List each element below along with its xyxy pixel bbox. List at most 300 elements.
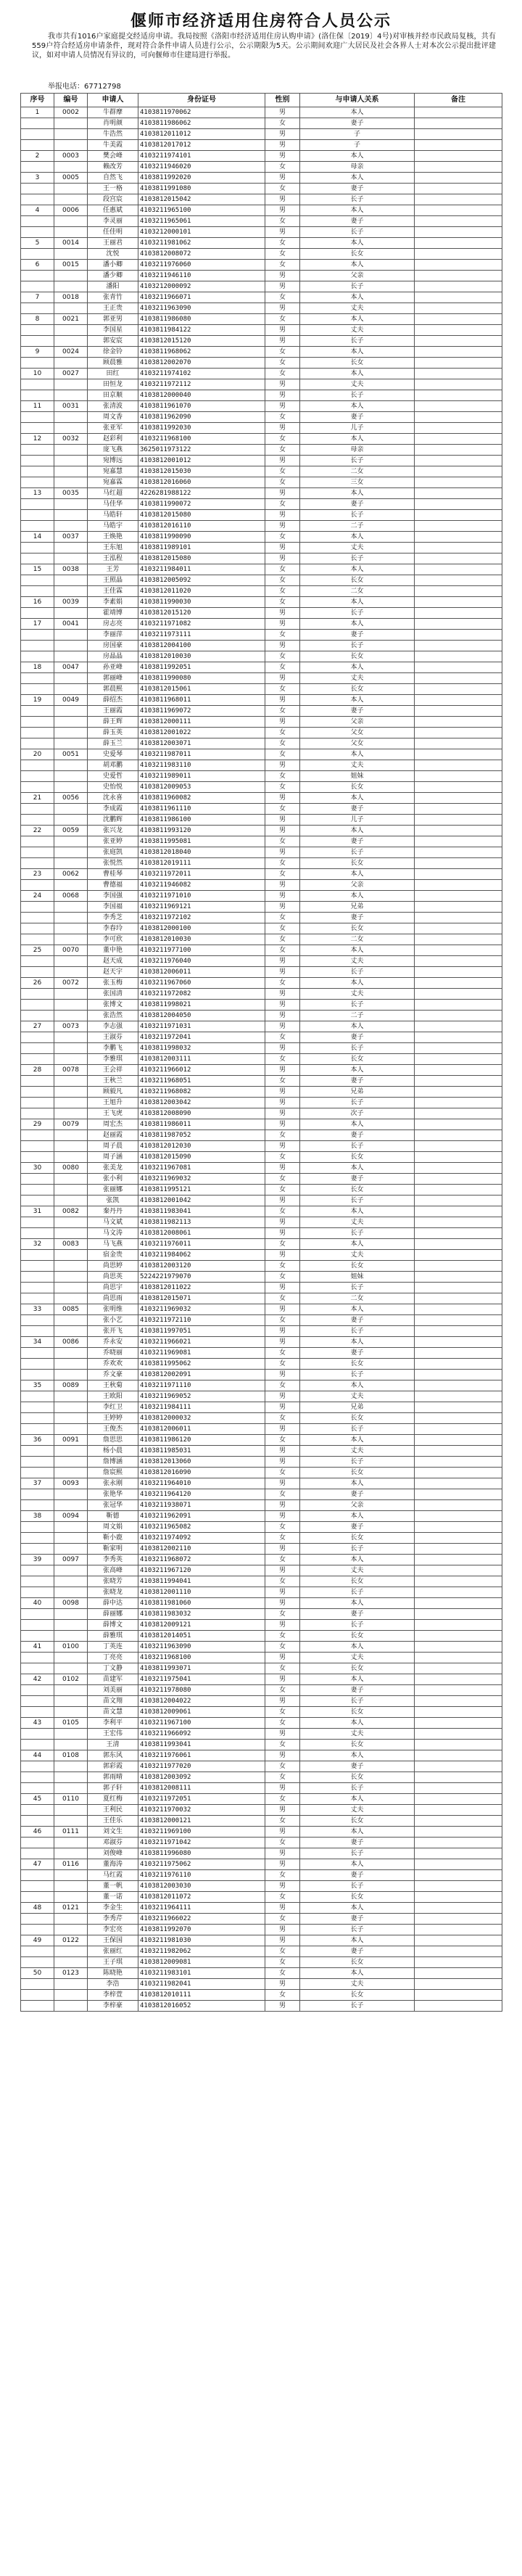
cell-remarks — [415, 1838, 502, 1848]
cell-relation: 长女 — [300, 1468, 415, 1478]
cell-code — [54, 1272, 88, 1283]
cell-applicant: 马文斌 — [88, 1217, 138, 1228]
table-row — [21, 967, 502, 978]
cell-code — [54, 1489, 88, 1500]
cell-applicant: 董中艳 — [88, 945, 138, 956]
cell-gender: 女 — [265, 1794, 300, 1805]
cell-id-number: 4103211973111 — [138, 630, 265, 641]
cell-relation: 长女 — [300, 575, 415, 586]
cell-id-number: 4103811960082 — [138, 793, 265, 804]
table-row — [21, 510, 502, 521]
cell-remarks — [415, 1196, 502, 1206]
cell-remarks — [415, 162, 502, 173]
table-row — [21, 1783, 502, 1794]
cell-remarks — [415, 303, 502, 314]
cell-id-number: 4103812016090 — [138, 1468, 265, 1478]
cell-index: 7 — [21, 292, 54, 303]
table-row — [21, 1206, 502, 1217]
cell-remarks — [415, 1402, 502, 1413]
cell-id-number: 4103812009121 — [138, 1620, 265, 1631]
cell-applicant: 詹宸熙 — [88, 1468, 138, 1478]
cell-relation: 妻子 — [300, 216, 415, 227]
cell-applicant: 宛博远 — [88, 456, 138, 466]
cell-applicant: 张美龙 — [88, 1163, 138, 1174]
cell-applicant: 薛中达 — [88, 1598, 138, 1609]
cell-applicant: 赵天宇 — [88, 967, 138, 978]
cell-code: 0035 — [54, 488, 88, 499]
table-row — [21, 1805, 502, 1816]
table-row — [21, 1848, 502, 1859]
cell-applicant: 赵天成 — [88, 956, 138, 967]
table-row — [21, 401, 502, 412]
cell-relation: 妻子 — [300, 1838, 415, 1848]
cell-code — [54, 1848, 88, 1859]
cell-id-number: 4103811989101 — [138, 543, 265, 554]
cell-gender: 女 — [265, 934, 300, 945]
table-row — [21, 1903, 502, 1914]
cell-relation: 丈夫 — [300, 956, 415, 967]
cell-relation: 本人 — [300, 869, 415, 880]
cell-gender: 男 — [265, 1544, 300, 1555]
cell-gender: 男 — [265, 1478, 300, 1489]
cell-index — [21, 923, 54, 934]
cell-code — [54, 684, 88, 695]
cell-remarks — [415, 608, 502, 619]
cell-index — [21, 1446, 54, 1457]
cell-id-number: 4103811984122 — [138, 325, 265, 336]
table-row — [21, 1609, 502, 1620]
cell-id-number: 4103812015042 — [138, 194, 265, 205]
cell-applicant: 王佳霖 — [88, 586, 138, 597]
cell-gender: 男 — [265, 1228, 300, 1239]
cell-gender: 女 — [265, 1130, 300, 1141]
table-row — [21, 945, 502, 956]
cell-code: 0062 — [54, 869, 88, 880]
cell-index — [21, 456, 54, 466]
cell-relation: 本人 — [300, 347, 415, 358]
cell-index — [21, 1261, 54, 1272]
cell-applicant: 刘文生 — [88, 1827, 138, 1838]
table-row — [21, 1163, 502, 1174]
cell-code — [54, 249, 88, 260]
cell-relation: 本人 — [300, 369, 415, 379]
cell-gender: 男 — [265, 456, 300, 466]
cell-id-number: 4103211968100 — [138, 1653, 265, 1663]
cell-index — [21, 477, 54, 488]
cell-relation: 本人 — [300, 749, 415, 760]
cell-gender: 女 — [265, 597, 300, 608]
cell-relation: 本人 — [300, 793, 415, 804]
cell-code: 0037 — [54, 532, 88, 543]
table-row — [21, 1054, 502, 1065]
table-row — [21, 1087, 502, 1098]
cell-applicant: 刘美丽 — [88, 1685, 138, 1696]
cell-remarks — [415, 1816, 502, 1827]
table-row — [21, 1653, 502, 1663]
cell-relation: 长子 — [300, 1424, 415, 1435]
cell-remarks — [415, 249, 502, 260]
cell-remarks — [415, 1098, 502, 1108]
cell-gender: 男 — [265, 1391, 300, 1402]
cell-applicant: 王会祥 — [88, 1065, 138, 1076]
cell-index — [21, 325, 54, 336]
cell-code: 0079 — [54, 1119, 88, 1130]
cell-relation: 长子 — [300, 1000, 415, 1011]
cell-id-number: 4103211984062 — [138, 1250, 265, 1261]
cell-applicant: 丁英连 — [88, 1642, 138, 1653]
cell-remarks — [415, 369, 502, 379]
cell-code — [54, 510, 88, 521]
table-row — [21, 1043, 502, 1054]
cell-code — [54, 1522, 88, 1533]
cell-index — [21, 1054, 54, 1065]
cell-code: 0002 — [54, 107, 88, 118]
cell-relation: 父女 — [300, 738, 415, 749]
cell-gender: 女 — [265, 216, 300, 227]
cell-id-number: 4103211967120 — [138, 1565, 265, 1576]
column-header-remarks: 备注 — [415, 94, 502, 107]
cell-applicant: 沈永喜 — [88, 793, 138, 804]
cell-index: 32 — [21, 1239, 54, 1250]
cell-applicant: 李利平 — [88, 1718, 138, 1729]
cell-gender: 男 — [265, 1979, 300, 1990]
cell-gender: 女 — [265, 369, 300, 379]
cell-applicant: 马皓轩 — [88, 510, 138, 521]
cell-id-number: 4103211989011 — [138, 771, 265, 782]
cell-index: 8 — [21, 314, 54, 325]
table-row — [21, 390, 502, 401]
cell-gender: 男 — [265, 1446, 300, 1457]
cell-gender: 男 — [265, 303, 300, 314]
cell-applicant: 王淑芬 — [88, 1032, 138, 1043]
cell-gender: 女 — [265, 1533, 300, 1544]
cell-gender: 女 — [265, 836, 300, 847]
cell-gender: 男 — [265, 826, 300, 836]
cell-remarks — [415, 641, 502, 651]
cell-relation: 长子 — [300, 1326, 415, 1337]
cell-index — [21, 303, 54, 314]
table-row — [21, 1315, 502, 1326]
cell-code — [54, 804, 88, 815]
cell-remarks — [415, 586, 502, 597]
cell-id-number: 4103211963090 — [138, 303, 265, 314]
cell-code: 0108 — [54, 1750, 88, 1761]
cell-code — [54, 1685, 88, 1696]
cell-relation: 姐妹 — [300, 771, 415, 782]
cell-id-number: 4103811993120 — [138, 826, 265, 836]
cell-gender: 男 — [265, 641, 300, 651]
cell-id-number: 4103812008090 — [138, 1108, 265, 1119]
cell-id-number: 4103812011012 — [138, 129, 265, 140]
cell-gender: 男 — [265, 1098, 300, 1108]
cell-gender: 女 — [265, 1990, 300, 2001]
cell-gender: 男 — [265, 1729, 300, 1740]
table-row — [21, 793, 502, 804]
cell-remarks — [415, 1772, 502, 1783]
table-row — [21, 1435, 502, 1446]
cell-relation: 妻子 — [300, 1914, 415, 1925]
cell-remarks — [415, 662, 502, 673]
cell-code — [54, 1783, 88, 1794]
cell-index — [21, 1108, 54, 1119]
cell-code — [54, 989, 88, 1000]
cell-code — [54, 782, 88, 793]
cell-remarks — [415, 1609, 502, 1620]
table-row — [21, 1304, 502, 1315]
cell-index — [21, 1805, 54, 1816]
cell-applicant: 赵丽霞 — [88, 1130, 138, 1141]
cell-remarks — [415, 554, 502, 564]
table-row — [21, 1968, 502, 1979]
cell-remarks — [415, 564, 502, 575]
cell-id-number: 4103211972102 — [138, 913, 265, 923]
cell-gender: 男 — [265, 967, 300, 978]
cell-applicant: 夏红梅 — [88, 1794, 138, 1805]
cell-remarks — [415, 1968, 502, 1979]
cell-applicant: 张小利 — [88, 1174, 138, 1185]
cell-index: 37 — [21, 1478, 54, 1489]
cell-applicant: 任惠斌 — [88, 205, 138, 216]
cell-index: 14 — [21, 532, 54, 543]
cell-applicant: 靳小鹿 — [88, 1533, 138, 1544]
cell-id-number: 4103211971110 — [138, 1380, 265, 1391]
cell-code: 0027 — [54, 369, 88, 379]
cell-code — [54, 543, 88, 554]
cell-remarks — [415, 1304, 502, 1315]
cell-gender: 男 — [265, 390, 300, 401]
cell-id-number: 4103211966021 — [138, 1337, 265, 1348]
cell-index — [21, 1391, 54, 1402]
table-row — [21, 2001, 502, 2012]
table-row — [21, 1119, 502, 1130]
cell-applicant: 王飞虎 — [88, 1108, 138, 1119]
cell-relation: 妻子 — [300, 1685, 415, 1696]
cell-gender: 女 — [265, 1761, 300, 1772]
cell-code: 0068 — [54, 891, 88, 902]
table-row — [21, 1544, 502, 1555]
cell-relation: 丈夫 — [300, 1805, 415, 1816]
table-row — [21, 314, 502, 325]
cell-remarks — [415, 140, 502, 151]
table-row — [21, 1750, 502, 1761]
table-row — [21, 1065, 502, 1076]
cell-gender: 男 — [265, 1424, 300, 1435]
cell-index — [21, 1348, 54, 1359]
cell-code — [54, 1870, 88, 1881]
cell-index: 4 — [21, 205, 54, 216]
cell-gender: 女 — [265, 1914, 300, 1925]
cell-applicant: 张亚婷 — [88, 836, 138, 847]
cell-id-number: 4103212000101 — [138, 227, 265, 238]
table-row — [21, 434, 502, 445]
cell-code: 0085 — [54, 1304, 88, 1315]
cell-gender: 女 — [265, 1555, 300, 1565]
cell-applicant: 尚思英 — [88, 1272, 138, 1283]
cell-index: 13 — [21, 488, 54, 499]
table-row — [21, 858, 502, 869]
cell-remarks — [415, 684, 502, 695]
cell-gender: 男 — [265, 1925, 300, 1935]
cell-code — [54, 194, 88, 205]
cell-remarks — [415, 1674, 502, 1685]
cell-id-number: 4103211971031 — [138, 1021, 265, 1032]
cell-code — [54, 1772, 88, 1783]
table-row — [21, 1293, 502, 1304]
cell-gender: 女 — [265, 575, 300, 586]
cell-index: 2 — [21, 151, 54, 162]
cell-applicant: 李梓豪 — [88, 2001, 138, 2012]
cell-applicant: 李雅琪 — [88, 1054, 138, 1065]
cell-gender: 女 — [265, 1707, 300, 1718]
cell-gender: 女 — [265, 260, 300, 271]
table-row — [21, 1478, 502, 1489]
cell-relation: 本人 — [300, 619, 415, 630]
cell-id-number: 4103812004100 — [138, 641, 265, 651]
cell-remarks — [415, 184, 502, 194]
table-row — [21, 1696, 502, 1707]
cell-code: 0024 — [54, 347, 88, 358]
table-row — [21, 1413, 502, 1424]
cell-id-number: 4103812000032 — [138, 1413, 265, 1424]
cell-index: 33 — [21, 1304, 54, 1315]
cell-gender: 女 — [265, 118, 300, 129]
cell-index: 27 — [21, 1021, 54, 1032]
cell-relation: 本人 — [300, 695, 415, 706]
cell-gender: 男 — [265, 1283, 300, 1293]
cell-id-number: 4103812015071 — [138, 1293, 265, 1304]
table-row — [21, 554, 502, 564]
cell-code — [54, 271, 88, 281]
cell-gender: 女 — [265, 162, 300, 173]
cell-relation: 丈夫 — [300, 1565, 415, 1576]
cell-remarks — [415, 771, 502, 782]
cell-id-number: 3625011973122 — [138, 445, 265, 456]
cell-gender: 女 — [265, 1261, 300, 1272]
cell-index: 25 — [21, 945, 54, 956]
cell-code — [54, 706, 88, 717]
table-row — [21, 923, 502, 934]
cell-applicant: 顾晨雅 — [88, 358, 138, 369]
cell-applicant: 马皓宇 — [88, 521, 138, 532]
cell-remarks — [415, 1642, 502, 1653]
cell-index: 16 — [21, 597, 54, 608]
cell-id-number: 4103812015120 — [138, 336, 265, 347]
cell-relation: 妻子 — [300, 804, 415, 815]
cell-id-number: 4103211964111 — [138, 1903, 265, 1914]
cell-index: 3 — [21, 173, 54, 184]
cell-code: 0049 — [54, 695, 88, 706]
cell-applicant: 李红卫 — [88, 1402, 138, 1413]
cell-applicant: 丁亮亮 — [88, 1653, 138, 1663]
cell-id-number: 4103811986062 — [138, 118, 265, 129]
cell-index — [21, 1848, 54, 1859]
cell-id-number: 4103812004022 — [138, 1696, 265, 1707]
table-row — [21, 325, 502, 336]
cell-relation: 丈夫 — [300, 379, 415, 390]
cell-applicant: 张庭凯 — [88, 847, 138, 858]
cell-relation: 本人 — [300, 1119, 415, 1130]
cell-gender: 女 — [265, 1468, 300, 1478]
cell-relation: 长子 — [300, 1141, 415, 1152]
cell-applicant: 薛玉英 — [88, 728, 138, 738]
cell-gender: 男 — [265, 1598, 300, 1609]
cell-gender: 女 — [265, 1435, 300, 1446]
cell-index — [21, 1914, 54, 1925]
table-row — [21, 1761, 502, 1772]
cell-remarks — [415, 390, 502, 401]
table-row — [21, 815, 502, 826]
cell-code — [54, 1446, 88, 1457]
cell-gender: 男 — [265, 1848, 300, 1859]
cell-applicant: 孙亚峰 — [88, 662, 138, 673]
cell-remarks — [415, 1468, 502, 1478]
cell-id-number: 4103211968082 — [138, 1087, 265, 1098]
cell-gender: 男 — [265, 880, 300, 891]
cell-applicant: 张浩然 — [88, 1011, 138, 1021]
cell-id-number: 4103812011022 — [138, 1283, 265, 1293]
cell-relation: 父亲 — [300, 880, 415, 891]
cell-applicant: 董一帆 — [88, 1881, 138, 1892]
table-row — [21, 1380, 502, 1391]
cell-index — [21, 1011, 54, 1021]
cell-remarks — [415, 510, 502, 521]
cell-code — [54, 1043, 88, 1054]
cell-relation: 本人 — [300, 597, 415, 608]
cell-remarks — [415, 477, 502, 488]
cell-applicant: 薛博文 — [88, 1620, 138, 1631]
table-row — [21, 1141, 502, 1152]
cell-id-number: 4103812000121 — [138, 1816, 265, 1827]
cell-relation: 姐妹 — [300, 1272, 415, 1283]
cell-gender: 女 — [265, 477, 300, 488]
cell-id-number: 4103811990090 — [138, 532, 265, 543]
cell-applicant: 薛玉兰 — [88, 738, 138, 749]
cell-remarks — [415, 1979, 502, 1990]
cell-remarks — [415, 1957, 502, 1968]
cell-index — [21, 1326, 54, 1337]
cell-applicant: 牛浩然 — [88, 129, 138, 140]
cell-remarks — [415, 1827, 502, 1838]
cell-id-number: 4103812015030 — [138, 466, 265, 477]
cell-relation: 长女 — [300, 1990, 415, 2001]
cell-applicant: 宿金贵 — [88, 1250, 138, 1261]
cell-id-number: 4103812011072 — [138, 1892, 265, 1903]
cell-remarks — [415, 1555, 502, 1565]
cell-remarks — [415, 260, 502, 271]
cell-remarks — [415, 651, 502, 662]
cell-id-number: 4103211972041 — [138, 1032, 265, 1043]
cell-code: 0102 — [54, 1674, 88, 1685]
cell-index — [21, 717, 54, 728]
cell-applicant: 周文娟 — [88, 1522, 138, 1533]
cell-relation: 本人 — [300, 1903, 415, 1914]
cell-code — [54, 1185, 88, 1196]
cell-remarks — [415, 1544, 502, 1555]
cell-applicant: 沈悦 — [88, 249, 138, 260]
cell-id-number: 4103811986011 — [138, 1119, 265, 1130]
cell-gender: 男 — [265, 695, 300, 706]
table-row — [21, 956, 502, 967]
cell-applicant: 李丽萍 — [88, 630, 138, 641]
table-row — [21, 1348, 502, 1359]
cell-gender: 男 — [265, 902, 300, 913]
table-row — [21, 575, 502, 586]
cell-applicant: 王泓程 — [88, 554, 138, 564]
table-row — [21, 1729, 502, 1740]
cell-gender: 女 — [265, 945, 300, 956]
table-row — [21, 358, 502, 369]
cell-applicant: 张兴龙 — [88, 826, 138, 836]
